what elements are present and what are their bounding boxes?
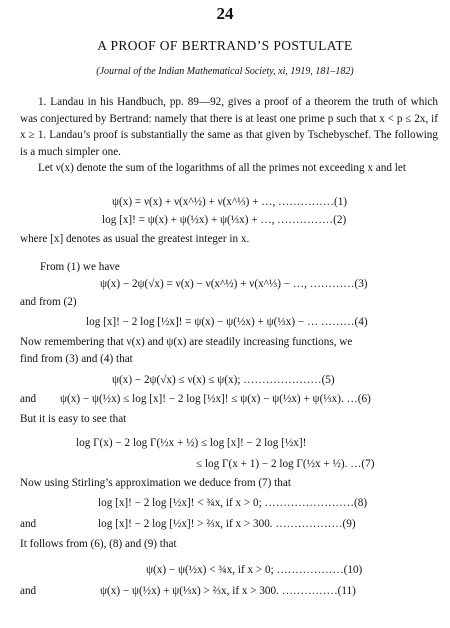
text-stirling: Now using Stirling’s approximation we deduce from (7) that [20,477,291,489]
text-follows: It follows from (6), (8) and (9) that [20,538,177,550]
equation-7b: ≤ log Γ(x + 1) − 2 log Γ(½x + ½). …(7) [196,458,375,470]
text-and-11: and [20,585,37,597]
equation-4: log [x]! − 2 log [½x]! = ψ(x) − ψ(½x) + ψ(⅓x) − … ………(4) [86,316,368,328]
equation-11: ψ(x) − ψ(½x) + ψ(⅓x) > ⅔x, if x > 300. ……………(11) [100,585,356,597]
paragraph-1: 1. Landau in his Handbuch, pp. 89—92, gives a proof of a theorem the truth of which was conjectured by Bertrand: namely that there is at least one prime p such that x < p ≤ 2x, if x ≥ 1. Landau’s proof is substantially the same as that given by Tschebyschef. The following is a much simpler one. [20,96,438,158]
equation-8: log [x]! − 2 log [½x]! < ¾x, if x > 0; ……………………(8) [98,497,368,509]
equation-1: ψ(x) = ν(x) + ν(x^½) + ν(x^⅓) + …, ……………(1) [112,196,348,208]
text-from2: and from (2) [20,296,77,308]
equation-9: log [x]! − 2 log [½x]! > ⅔x, if x > 300. ………………(9) [98,518,356,530]
text-and-6: and [20,393,37,405]
text-where: where [x] denotes as usual the greatest integer in x. [20,233,250,245]
equation-2: log [x]! = ψ(x) + ψ(½x) + ψ(⅓x) + …, ……………(2) [102,214,347,226]
article-title: A PROOF OF BERTRAND’S POSTULATE [97,38,353,53]
equation-7a: log Γ(x) − 2 log Γ(½x + ½) ≤ log [x]! − 2 log [½x]! [76,437,307,449]
text-from1: From (1) we have [40,261,120,273]
equation-3: ψ(x) − 2ψ(√x) = ν(x) − ν(x^½) + ν(x^⅓) − …, …………(3) [100,278,368,290]
text-remember-1: Now remembering that ν(x) and ψ(x) are steadily increasing functions, we [20,336,353,348]
equation-5: ψ(x) − 2ψ(√x) ≤ ν(x) ≤ ψ(x); …………………(5) [112,374,335,386]
equation-10: ψ(x) − ψ(½x) < ¾x, if x > 0; ………………(10) [146,564,363,576]
text-easy: But it is easy to see that [20,413,127,425]
equation-6: ψ(x) − ψ(½x) ≤ log [x]! − 2 log [½x]! ≤ ψ(x) − ψ(½x) + ψ(⅓x). …(6) [60,393,371,405]
paragraph-2: Let ν(x) denote the sum of the logarithms of all the primes not exceeding x and let [38,162,406,174]
citation: (Journal of the Indian Mathematical Society, xi, 1919, 181–182) [96,66,354,77]
page-number: 24 [216,4,234,23]
text-and-9: and [20,518,37,530]
text-remember-2: find from (3) and (4) that [20,353,133,365]
